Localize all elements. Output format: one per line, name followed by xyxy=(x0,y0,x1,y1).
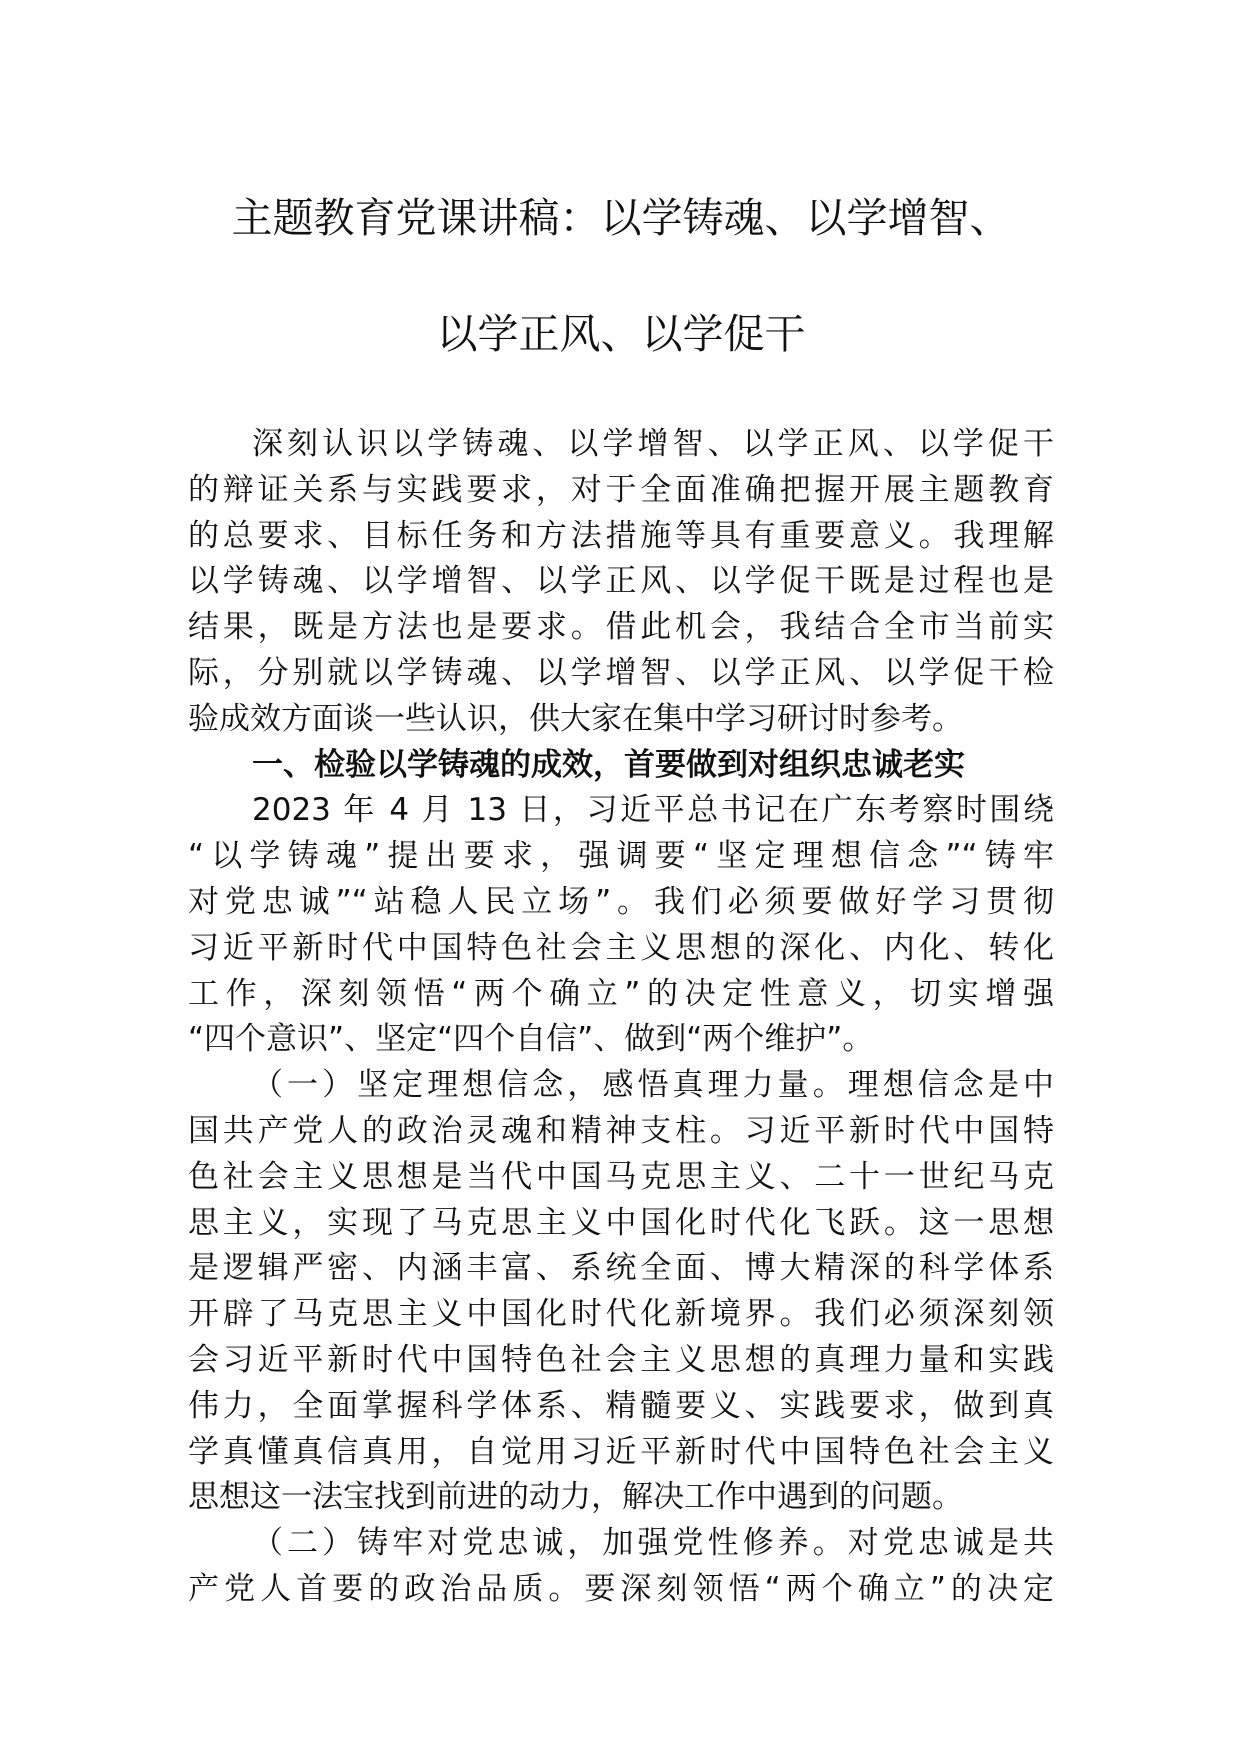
text-line: 以学铸魂、以学增智、以学正风、以学促干既是过程也是 xyxy=(188,563,1054,600)
text-line: 的总要求、目标任务和方法措施等具有重要意义。我理解 xyxy=(188,517,1054,554)
text-line: 产党人首要的政治品质。要深刻领悟“两个确立”的决定 xyxy=(188,1570,1054,1607)
text-line: 学真懂真信真用，自觉用习近平新时代中国特色社会主义 xyxy=(188,1433,1054,1470)
text-line: 2023 年 4 月 13 日，习近平总书记在广东考察时围绕 xyxy=(252,792,1054,829)
text-line: 深刻认识以学铸魂、以学增智、以学正风、以学促干 xyxy=(252,426,1054,462)
text-line: 习近平新时代中国特色社会主义思想的深化、内化、转化 xyxy=(188,929,1054,966)
text-line: 对党忠诚”“站稳人民立场”。我们必须要做好学习贯彻 xyxy=(188,883,1054,920)
document-title-line-1: 主题教育党课讲稿：以学铸魂、以学增智、 xyxy=(231,194,1011,242)
subsection-heading: （二）铸牢对党忠诚，加强党性修养。对党忠诚是共 xyxy=(252,1525,1054,1562)
text-line: 思想这一法宝找到前进的动力，解决工作中遇到的问题。 xyxy=(188,1479,963,1516)
text-line: 是逻辑严密、内涵丰富、系统全面、博大精深的科学体系 xyxy=(188,1250,1054,1287)
text-line: 会习近平新时代中国特色社会主义思想的真理力量和实践 xyxy=(188,1341,1054,1378)
text-line: 验成效方面谈一些认识，供大家在集中学习研讨时参考。 xyxy=(188,700,963,737)
text-line: 的辩证关系与实践要求，对于全面准确把握开展主题教育 xyxy=(188,471,1054,508)
text-line: 结果，既是方法也是要求。借此机会，我结合全市当前实 xyxy=(188,609,1054,646)
section-heading: 一、检验以学铸魂的成效，首要做到对组织忠诚老实 xyxy=(252,746,965,783)
text-line: “以学铸魂”提出要求，强调要“坚定理想信念”“铸牢 xyxy=(188,838,1054,875)
document-title-line-2: 以学正风、以学促干 xyxy=(436,310,806,358)
text-line: 色社会主义思想是当代中国马克思主义、二十一世纪马克 xyxy=(188,1158,1054,1195)
text-line: “四个意识”、坚定“四个自信”、做到“两个维护”。 xyxy=(188,1021,874,1058)
text-line: 国共产党人的政治灵魂和精神支柱。习近平新时代中国特 xyxy=(188,1112,1054,1149)
text-line: 思主义，实现了马克思主义中国化时代化飞跃。这一思想 xyxy=(188,1204,1054,1241)
text-line: 工作，深刻领悟“两个确立”的决定性意义，切实增强 xyxy=(188,975,1054,1012)
text-line: 际，分别就以学铸魂、以学增智、以学正风、以学促干检 xyxy=(188,654,1054,691)
document-body xyxy=(188,422,1054,1613)
text-line: 开辟了马克思主义中国化时代化新境界。我们必须深刻领 xyxy=(188,1296,1054,1333)
subsection-heading: （一）坚定理想信念，感悟真理力量。理想信念是中 xyxy=(252,1067,1054,1104)
text-line: 伟力，全面掌握科学体系、精髓要义、实践要求，做到真 xyxy=(188,1387,1054,1424)
